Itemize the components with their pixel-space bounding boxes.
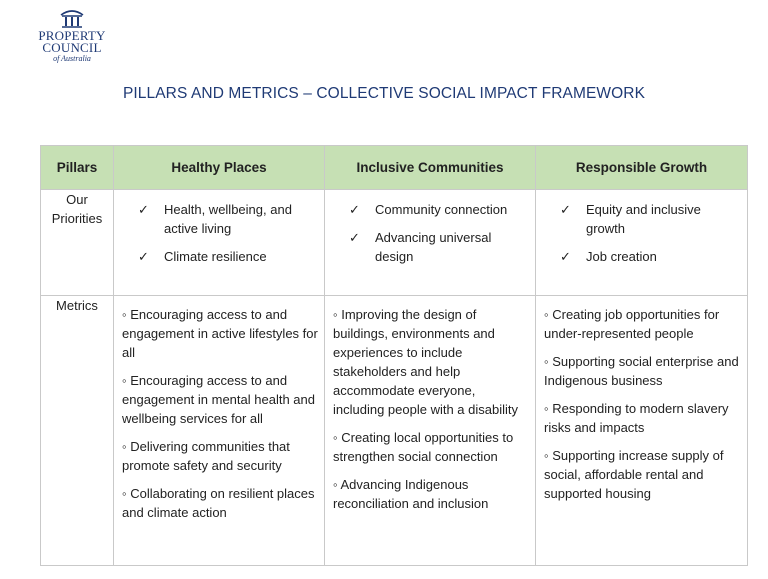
page-title: PILLARS AND METRICS – COLLECTIVE SOCIAL IMPACT FRAMEWORK [122,85,646,102]
list-item: ◦ Responding to modern slavery risks and impacts [544,401,729,435]
header-healthy-places: Healthy Places [114,146,325,190]
framework-table [40,145,748,566]
list-item: ✓ Advancing universal design [349,230,492,264]
list-item: ◦ Collaborating on resilient places and climate action [122,486,315,520]
header-responsible-growth: Responsible Growth [536,146,748,190]
checkmark-icon: ✓ [560,249,571,264]
header-inclusive-communities: Inclusive Communities [325,146,536,190]
checkmark-icon: ✓ [349,230,360,245]
metrics-responsible-growth [536,296,748,566]
building-columns-icon [59,8,85,30]
priorities-responsible-growth [536,190,748,296]
list-item: ◦ Advancing Indigenous reconciliation and inclusion [333,477,489,511]
metrics-inclusive-communities [325,296,536,566]
list-item: ◦ Creating job opportunities for under-represented people [544,307,720,341]
metrics-label: Metrics [41,296,114,566]
list-item: ✓ Community connection [349,202,508,217]
priorities-inclusive-communities [325,190,536,296]
list-item: ◦ Delivering communities that promote safety and security [122,439,290,473]
priorities-healthy-places [114,190,325,296]
priorities-label: Our Priorities [41,190,114,296]
header-row [41,146,748,190]
list-item: ✓ Health, wellbeing, and active living [138,202,292,236]
checkmark-icon: ✓ [138,249,149,264]
list-item: ◦ Encouraging access to and engagement in mental health and wellbeing services for all [122,373,315,426]
logo-line-3: of Australia [53,54,91,63]
header-pillars: Pillars [41,146,114,190]
list-item: ◦ Creating local opportunities to strengthen social connection [333,430,514,464]
list-item: ◦ Supporting social enterprise and Indigenous business [544,354,739,388]
metrics-healthy-places [114,296,325,566]
property-council-logo [22,8,122,63]
list-item: ◦ Supporting increase supply of social, affordable rental and supported housing [544,448,724,501]
logo-line-1: PROPERTY [38,28,106,43]
metrics-row [41,296,748,566]
checkmark-icon: ✓ [560,202,571,217]
list-item: ✓ Climate resilience [138,249,267,264]
checkmark-icon: ✓ [138,202,149,217]
list-item: ✓ Equity and inclusive growth [560,202,701,236]
priorities-row [41,190,748,296]
checkmark-icon: ✓ [349,202,360,217]
list-item: ◦ Encouraging access to and engagement in active lifestyles for all [122,307,318,360]
list-item: ◦ Improving the design of buildings, environments and experiences to include stakeholders and help accommodate everyone, including people with a disability [333,307,519,417]
list-item: ✓ Job creation [560,249,657,264]
logo-line-2: COUNCIL [42,40,102,55]
